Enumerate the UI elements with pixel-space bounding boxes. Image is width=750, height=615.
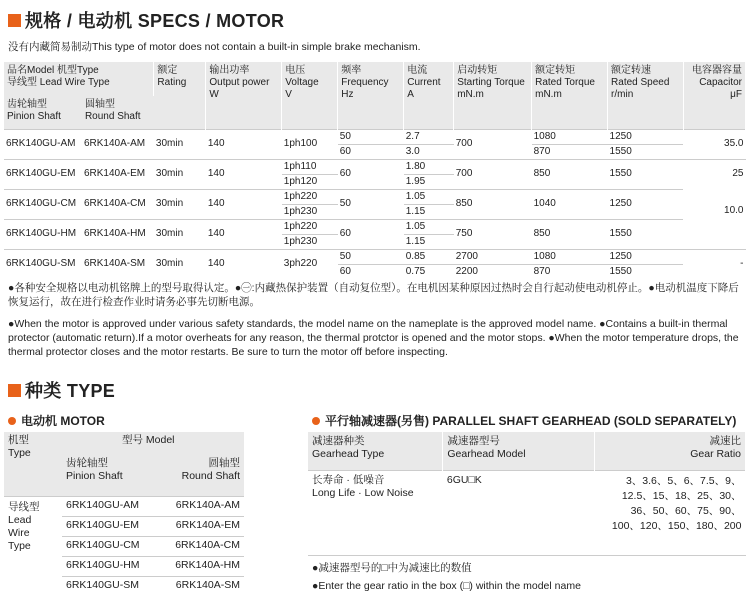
spec-row [4, 189, 746, 204]
cell-rating: 30min [154, 159, 206, 189]
type-heading [8, 377, 115, 403]
motor-pinion-model: 6RK140GU-CM [62, 536, 154, 556]
notes-cn: ●各种安全规格以电动机铭牌上的型号取得认定。●㊀:内藏热保护装置（自动复位型）。在电机因某种原因过热时会自行起动使电动机停止。●电动机温度下降后恢复运行，故在进行检查作业时请务必事先切断电源。 [8, 282, 739, 308]
cell-rating: 30min [154, 189, 206, 219]
col-starting-torque: 启动转矩 Starting Torque mN.m [454, 62, 532, 129]
cell-pinion: 6RK140GU-AM [4, 129, 82, 159]
motor-row [4, 496, 244, 516]
cell-frequency: 60 [338, 159, 404, 189]
cell-starting-torque: 750 [454, 219, 532, 249]
cell-rated-torque: 850 [532, 159, 608, 189]
cell-rated-torque: 850 [532, 219, 608, 249]
cell-capacitor: - [683, 249, 745, 279]
cell-frequency: 50 [338, 189, 404, 219]
col-rating: 额定 Rating [154, 62, 206, 129]
cell-voltage: 3ph220 [282, 249, 338, 279]
cell-frequency: 50 [338, 129, 404, 144]
bullet-icon [312, 417, 320, 425]
cell-current: 0.85 [404, 249, 454, 264]
col-rated-speed: 额定转速 Rated Speed r/min [608, 62, 684, 129]
gear-type: 长寿命 · 低噪音 Long Life · Low Noise [308, 470, 443, 554]
cell-starting-torque: 700 [454, 129, 532, 159]
gear-col-type: 减速器种类 Gearhead Type [308, 432, 443, 470]
cell-rated-torque: 1080 [532, 249, 608, 264]
cell-current: 1.05 [404, 219, 454, 234]
motor-round-model: 6RK140A-CM [154, 536, 244, 556]
col-capacitor: 电容器容量 Capacitor μF [683, 62, 745, 129]
motor-table [4, 432, 244, 596]
cell-capacitor: 35.0 [683, 129, 745, 159]
motor-subtitle: 电动机 MOTOR [21, 414, 105, 428]
motor-round-model: 6RK140A-AM [154, 496, 244, 516]
cell-frequency: 60 [338, 219, 404, 249]
motor-col-round: 圆轴型 Round Shaft [154, 455, 244, 496]
cell-voltage: 1ph100 [282, 129, 338, 159]
cell-rating: 30min [154, 129, 206, 159]
cell-starting-torque: 850 [454, 189, 532, 219]
col-frequency: 频率 Frequency Hz [338, 62, 404, 129]
cell-current: 2.7 [404, 129, 454, 144]
motor-type-label: 导线型 Lead Wire Type [4, 496, 62, 596]
motor-pinion-model: 6RK140GU-AM [62, 496, 154, 516]
cell-output: 140 [206, 129, 282, 159]
section-marker-icon [8, 384, 21, 397]
col-pinion: 齿轮轴型 Pinion Shaft [4, 96, 82, 129]
gear-col-ratio: 减速比 Gear Ratio [595, 432, 746, 470]
cell-rated-speed: 1250 [608, 129, 684, 144]
cell-round: 6RK140A-EM [82, 159, 154, 189]
motor-subheading [8, 412, 105, 429]
spec-row [4, 219, 746, 234]
motor-pinion-model: 6RK140GU-SM [62, 576, 154, 596]
cell-voltage: 1ph120 [282, 174, 338, 189]
cell-frequency: 50 [338, 249, 404, 264]
cell-pinion: 6RK140GU-EM [4, 159, 82, 189]
cell-rated-speed: 1550 [608, 264, 684, 279]
cell-pinion: 6RK140GU-CM [4, 189, 82, 219]
cell-current: 1.15 [404, 234, 454, 249]
cell-rated-speed: 1550 [608, 159, 684, 189]
cell-capacitor: 10.0 [724, 205, 744, 216]
col-output: 输出功率 Output power W [206, 62, 282, 129]
cell-rated-speed: 1250 [608, 189, 684, 219]
motor-round-model: 6RK140A-HM [154, 556, 244, 576]
motor-round-model: 6RK140A-SM [154, 576, 244, 596]
motor-col-model: 型号 Model [62, 432, 244, 455]
cell-current: 1.95 [404, 174, 454, 189]
cell-rating: 30min [154, 249, 206, 279]
motor-col-type: 机型 Type [4, 432, 62, 496]
cell-round: 6RK140A-HM [82, 219, 154, 249]
cell-voltage: 1ph110 [282, 159, 338, 174]
motor-pinion-model: 6RK140GU-HM [62, 556, 154, 576]
cell-voltage: 1ph220 [282, 219, 338, 234]
cell-output: 140 [206, 189, 282, 219]
cell-voltage: 1ph220 [282, 189, 338, 204]
cell-pinion: 6RK140GU-HM [4, 219, 82, 249]
cell-round: 6RK140A-CM [82, 189, 154, 219]
gear-subheading [312, 412, 736, 429]
cell-starting-torque: 700 [454, 159, 532, 189]
col-model: 品名Model 机型Type 导线型 Lead Wire Type [4, 62, 154, 96]
section-marker-icon [8, 14, 21, 27]
spec-row [4, 159, 746, 174]
cell-starting-torque: 2700 [454, 249, 532, 264]
cell-frequency: 60 [338, 264, 404, 279]
type-title: 种类 TYPE [25, 381, 116, 401]
cell-round: 6RK140A-AM [82, 129, 154, 159]
specs-table [4, 62, 746, 279]
cell-round: 6RK140A-SM [82, 249, 154, 279]
cell-rated-torque: 870 [532, 144, 608, 159]
cell-output: 140 [206, 219, 282, 249]
specs-heading [8, 7, 284, 33]
gear-note-cn: ●减速器型号的□中为减速比的数值 [312, 562, 472, 574]
brake-note: 没有内藏简易制动This type of motor does not contain a built-in simple brake mechanism. [8, 41, 421, 53]
spec-row [4, 249, 746, 264]
spec-row [4, 129, 746, 144]
cell-current: 1.15 [404, 204, 454, 219]
cell-capacitor: 25 [683, 159, 745, 189]
cell-voltage: 1ph230 [282, 204, 338, 219]
gear-subtitle: 平行轴减速器(另售) PARALLEL SHAFT GEARHEAD (SOLD SEPARATELY) [325, 414, 737, 428]
cell-rated-speed: 1250 [608, 249, 684, 264]
cell-rated-torque: 870 [532, 264, 608, 279]
notes-en: ●When the motor is approved under various safety standards, the model name on the nameplate is the approved model name. ●Contains a built-in thermal protector (automatic return).If a motor overheats for any reason, the thermal protctor is opened and the motor stops. ●When the motor temperature drops, the thermal protector closes and the motor restarts. Be sure to turn the motor off before inspecting. [8, 318, 739, 358]
motor-col-pinion: 齿轮轴型 Pinion Shaft [62, 455, 154, 496]
cell-current: 0.75 [404, 264, 454, 279]
specs-title: 规格 / 电动机 SPECS / MOTOR [25, 11, 285, 31]
cell-current: 1.80 [404, 159, 454, 174]
bullet-icon [8, 417, 16, 425]
cell-rated-speed: 1550 [608, 144, 684, 159]
cell-rated-torque: 1040 [532, 189, 608, 219]
cell-rated-speed: 1550 [608, 219, 684, 249]
col-round: 圆轴型 Round Shaft [82, 96, 154, 129]
col-voltage: 电压 Voltage V [282, 62, 338, 129]
cell-frequency: 60 [338, 144, 404, 159]
cell-rating: 30min [154, 219, 206, 249]
motor-round-model: 6RK140A-EM [154, 516, 244, 536]
gear-model: 6GU□K [443, 470, 595, 554]
cell-current: 1.05 [404, 189, 454, 204]
col-current: 电流 Current A [404, 62, 454, 129]
cell-current: 3.0 [404, 144, 454, 159]
col-rated-torque: 额定转矩 Rated Torque mN.m [532, 62, 608, 129]
cell-pinion: 6RK140GU-SM [4, 249, 82, 279]
cell-output: 140 [206, 159, 282, 189]
cell-voltage: 1ph230 [282, 234, 338, 249]
gear-col-model: 减速器型号 Gearhead Model [443, 432, 595, 470]
cell-starting-torque: 2200 [454, 264, 532, 279]
gear-note-en: ●Enter the gear ratio in the box (□) within the model name [312, 580, 581, 592]
cell-rated-torque: 1080 [532, 129, 608, 144]
gear-ratios: 3、3.6、5、6、7.5、9、 12.5、15、18、25、30、 36、50、60、75、90、 100、120、150、180、200 [595, 470, 746, 554]
gear-table [308, 432, 746, 554]
motor-pinion-model: 6RK140GU-EM [62, 516, 154, 536]
cell-output: 140 [206, 249, 282, 279]
